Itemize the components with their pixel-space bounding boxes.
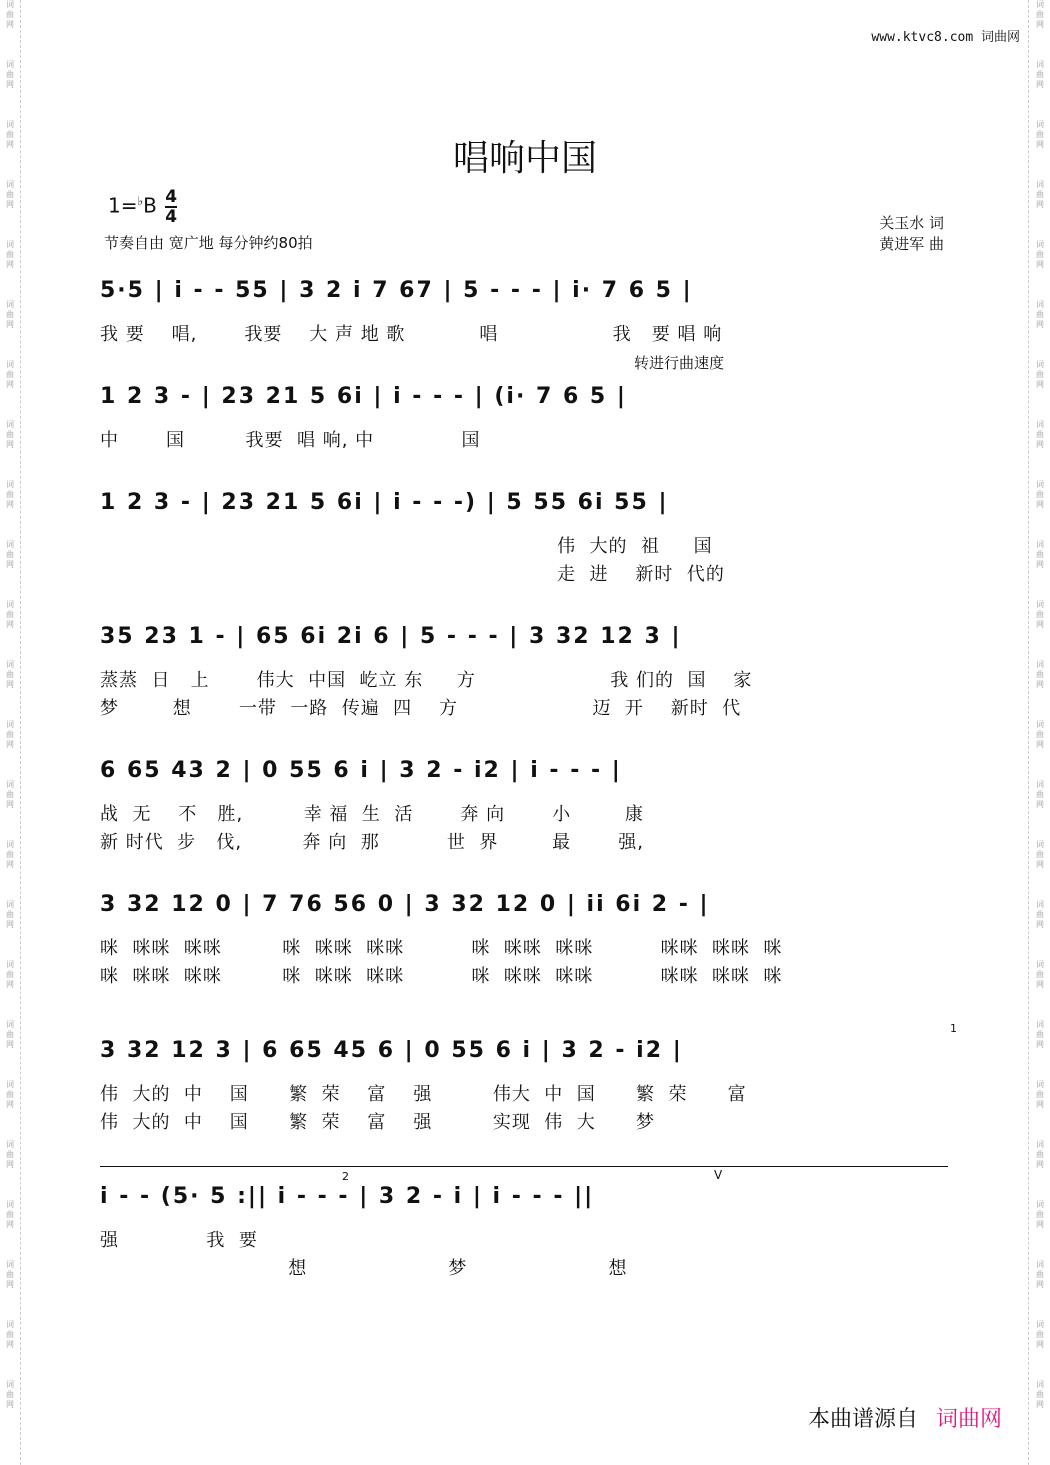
notation-row: 1 2 3 - | 23 21 5 6i | i - - -) | 5 55 6i 55 |: [100, 490, 669, 515]
lyric-line: 伟 大的 中 国 繁 荣 富 强 伟大 中 国 繁 荣 富: [100, 1084, 747, 1105]
watermark-text: 词 曲 网: [6, 240, 14, 269]
lyric-line: 伟 大的 祖 国: [100, 536, 713, 557]
watermark-text: 词 曲 网: [1036, 660, 1044, 689]
notation-row: 3 32 12 0 | 7 76 56 0 | 3 32 12 0 | ii 6i 2 - |: [100, 892, 710, 917]
watermark-text: 词 曲 网: [1036, 540, 1044, 569]
left-divider: [20, 0, 21, 1465]
volta-1-mark: 1: [950, 1022, 957, 1035]
lyric-line: 伟 大的 中 国 繁 荣 富 强 实现 伟 大 梦: [100, 1112, 656, 1133]
watermark-text: 词 曲 网: [6, 300, 14, 329]
lyric-line: 蒸蒸 日 上 伟大 中国 屹立 东 方 我 们的 国 家: [100, 670, 753, 691]
watermark-text: 词 曲 网: [6, 180, 14, 209]
footer-brand: 词曲网: [935, 1407, 1002, 1432]
watermark-text: 词 曲 网: [1036, 60, 1044, 89]
watermark-text: 词 曲 网: [1036, 1320, 1044, 1349]
lyric-line: 战 无 不 胜, 幸 福 生 活 奔 向 小 康: [100, 804, 644, 825]
watermark-text: 词 曲 网: [1036, 1200, 1044, 1229]
lyricist-credit: 关玉水 词: [879, 214, 944, 232]
watermark-text: 词 曲 网: [6, 540, 14, 569]
key-flat: ♭: [137, 193, 144, 208]
right-watermark-strip: [1032, 0, 1048, 1465]
watermark-text: 词 曲 网: [1036, 240, 1044, 269]
watermark-text: 词 曲 网: [1036, 720, 1044, 749]
key-prefix: 1=: [108, 193, 138, 218]
watermark-text: 词 曲 网: [1036, 1020, 1044, 1049]
watermark-text: 词 曲 网: [1036, 420, 1044, 449]
watermark-text: 词 曲 网: [1036, 180, 1044, 209]
composer-credit: 黄进军 曲: [879, 235, 944, 253]
volta-bracket-line: [100, 1166, 948, 1167]
notation-row: 3 32 12 3 | 6 65 45 6 | 0 55 6 i | 3 2 - i2 |: [100, 1038, 683, 1063]
tempo-change-annotation: 转进行曲速度: [634, 354, 725, 372]
page-title: 唱响中国: [452, 138, 597, 179]
watermark-text: 词 曲 网: [6, 780, 14, 809]
notation-row: 1 2 3 - | 23 21 5 6i | i - - - | (i· 7 6 5 |: [100, 384, 627, 409]
lyric-line: 中 国 我要 唱 响, 中 国: [100, 430, 481, 451]
watermark-text: 词 曲 网: [6, 0, 14, 29]
time-denominator: 4: [165, 207, 178, 227]
volta-2-mark: 2: [342, 1170, 349, 1183]
watermark-text: 词 曲 网: [6, 660, 14, 689]
tempo-marking: 节奏自由 宽广地 每分钟约80拍: [104, 234, 313, 252]
watermark-text: 词 曲 网: [6, 120, 14, 149]
watermark-text: 词 曲 网: [6, 480, 14, 509]
watermark-text: 词 曲 网: [1036, 300, 1044, 329]
lyric-line: 走 进 新时 代的: [100, 564, 725, 585]
watermark-text: 词 曲 网: [1036, 120, 1044, 149]
watermark-text: 词 曲 网: [6, 360, 14, 389]
watermark-text: 词 曲 网: [6, 1260, 14, 1289]
site-url: www.ktvc8.com 词曲网: [871, 30, 1020, 45]
watermark-text: 词 曲 网: [6, 1380, 14, 1409]
watermark-text: 词 曲 网: [6, 960, 14, 989]
key-signature: [108, 188, 177, 226]
notation-row: i - - (5· 5 :|| i - - - | 3 2 - i | i - - - ||: [100, 1184, 595, 1209]
footer-source: [808, 1402, 1002, 1433]
footer-source-text: 本曲谱源自: [807, 1407, 918, 1432]
watermark-text: 词 曲 网: [6, 720, 14, 749]
watermark-text: 词 曲 网: [1036, 1260, 1044, 1289]
breath-mark: V: [714, 1168, 723, 1182]
watermark-text: 词 曲 网: [6, 1080, 14, 1109]
notation-row: 5·5 | i - - 55 | 3 2 i 7 67 | 5 - - - | i· 7 6 5 |: [100, 278, 693, 303]
watermark-text: 词 曲 网: [1036, 1080, 1044, 1109]
lyric-line: 咪 咪咪 咪咪 咪 咪咪 咪咪 咪 咪咪 咪咪 咪咪 咪咪 咪: [100, 938, 783, 959]
watermark-text: 词 曲 网: [6, 900, 14, 929]
lyric-line: 我 要 唱, 我要 大 声 地 歌 唱 我 要 唱 响: [100, 324, 723, 345]
watermark-text: 词 曲 网: [6, 420, 14, 449]
key-note: B: [143, 193, 157, 218]
lyric-line: 梦 想 一带 一路 传遍 四 方 迈 开 新时 代: [100, 698, 742, 719]
lyric-line: 咪 咪咪 咪咪 咪 咪咪 咪咪 咪 咪咪 咪咪 咪咪 咪咪 咪: [100, 966, 783, 987]
watermark-text: 词 曲 网: [1036, 840, 1044, 869]
right-divider: [1028, 0, 1029, 1465]
watermark-text: 词 曲 网: [1036, 480, 1044, 509]
lyric-line: 新 时代 步 伐, 奔 向 那 世 界 最 强,: [100, 832, 644, 853]
watermark-text: 词 曲 网: [6, 1140, 14, 1169]
watermark-text: 词 曲 网: [6, 1320, 14, 1349]
time-numerator: 4: [165, 187, 178, 207]
left-watermark-strip: [2, 0, 18, 1465]
watermark-text: 词 曲 网: [1036, 900, 1044, 929]
watermark-text: 词 曲 网: [6, 600, 14, 629]
watermark-text: 词 曲 网: [6, 1200, 14, 1229]
watermark-text: 词 曲 网: [6, 840, 14, 869]
lyric-line: 强 我 要: [100, 1230, 258, 1251]
notation-row: 35 23 1 - | 65 6i 2i 6 | 5 - - - | 3 32 12 3 |: [100, 624, 682, 649]
watermark-text: 词 曲 网: [1036, 0, 1044, 29]
watermark-text: 词 曲 网: [1036, 1140, 1044, 1169]
time-signature: [165, 188, 177, 226]
watermark-text: 词 曲 网: [1036, 780, 1044, 809]
watermark-text: 词 曲 网: [1036, 960, 1044, 989]
watermark-text: 词 曲 网: [6, 1020, 14, 1049]
watermark-text: 词 曲 网: [6, 60, 14, 89]
lyric-line: 想 梦 想: [100, 1258, 628, 1279]
watermark-text: 词 曲 网: [1036, 600, 1044, 629]
notation-row: 6 65 43 2 | 0 55 6 i | 3 2 - i2 | i - - - |: [100, 758, 622, 783]
watermark-text: 词 曲 网: [1036, 360, 1044, 389]
watermark-text: 词 曲 网: [1036, 1380, 1044, 1409]
